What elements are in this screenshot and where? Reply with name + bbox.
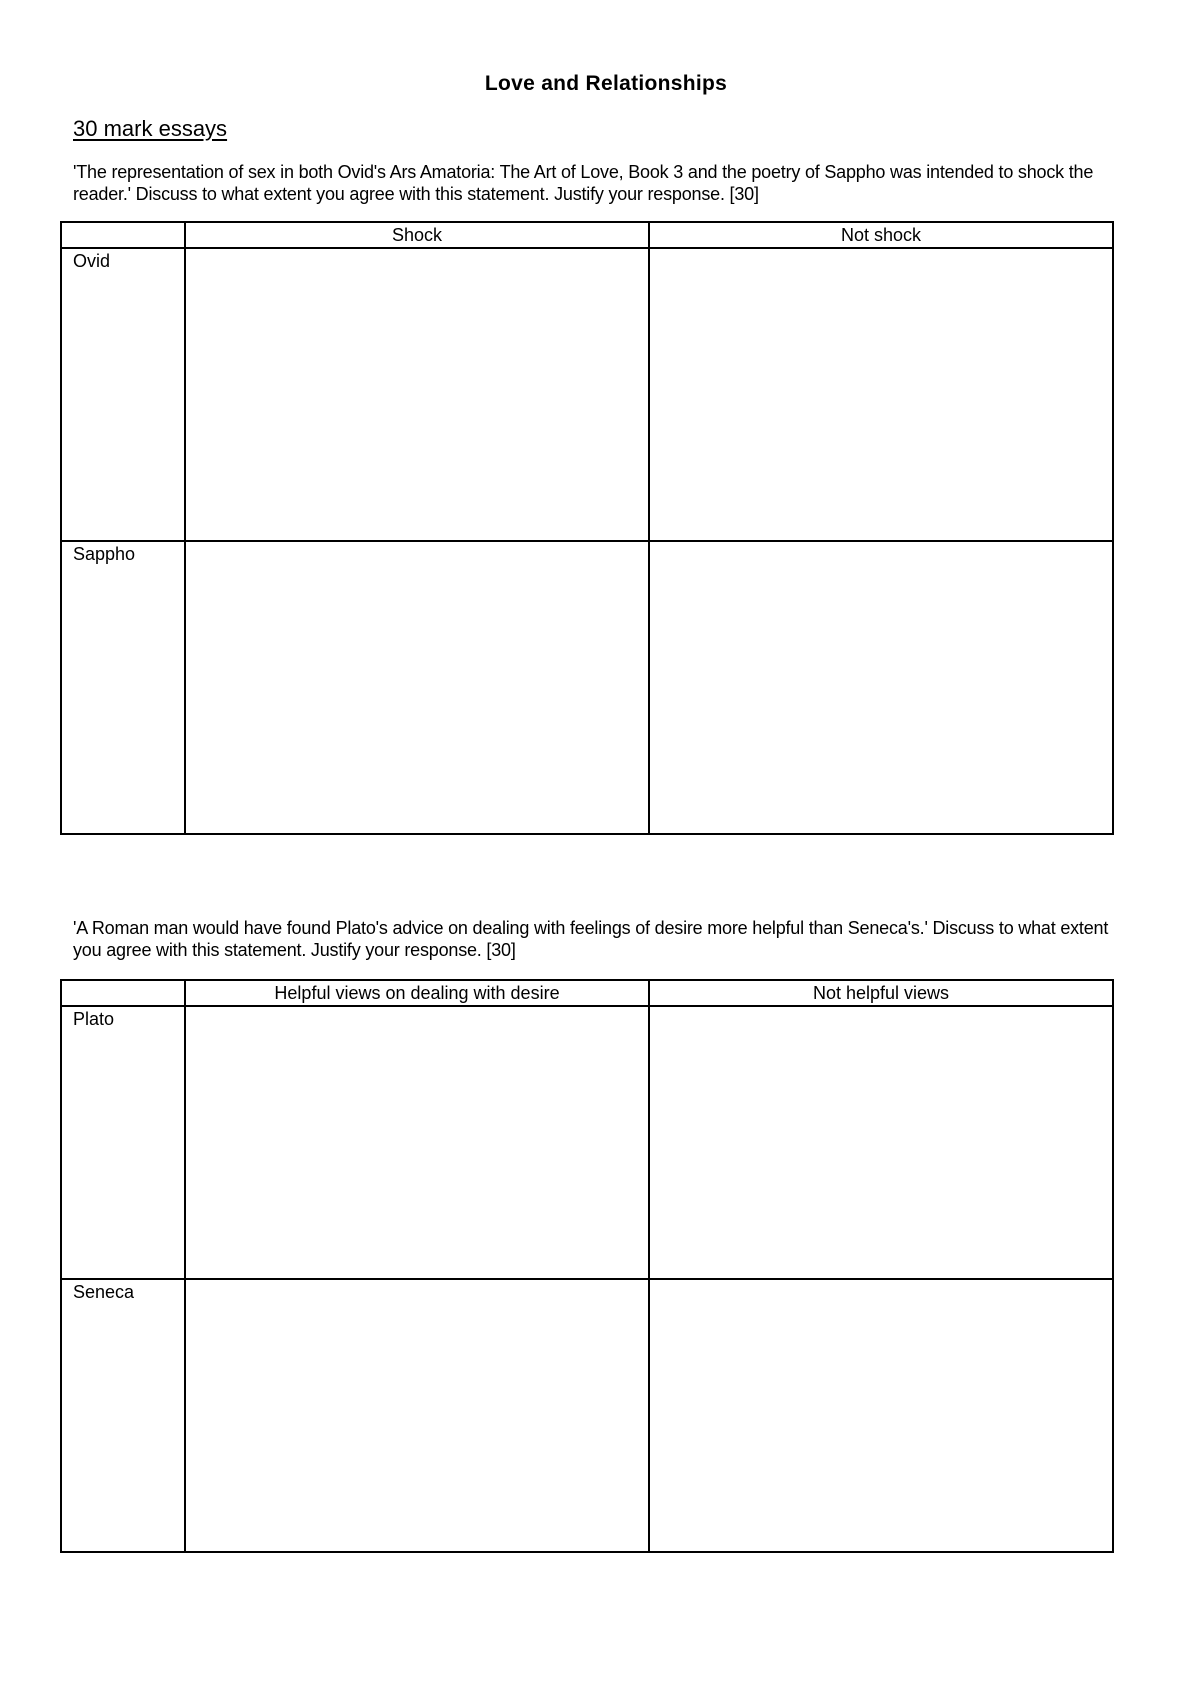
table-header-shock: Shock <box>185 222 649 248</box>
question-1-table <box>60 221 1114 835</box>
table-row-seneca <box>61 1279 1113 1552</box>
table-row-plato <box>61 1006 1113 1279</box>
answer-cell-sappho-shock[interactable] <box>185 541 649 834</box>
answer-cell-seneca-not-helpful[interactable] <box>649 1279 1113 1552</box>
table-header-corner <box>61 222 185 248</box>
row-label-seneca: Seneca <box>61 1279 185 1552</box>
answer-cell-ovid-not-shock[interactable] <box>649 248 1113 541</box>
row-label-sappho: Sappho <box>61 541 185 834</box>
question-1-prompt: 'The representation of sex in both Ovid's Ars Amatoria: The Art of Love, Book 3 and the poetry of Sappho was intended to shock the reader.' Discuss to what extent you agree with this statement. Justify your response. [30] <box>73 162 1094 204</box>
table-header-row <box>61 222 1113 248</box>
row-label-plato: Plato <box>61 1006 185 1279</box>
table-header-not-helpful-views: Not helpful views <box>649 980 1113 1006</box>
question-2-table <box>60 979 1114 1553</box>
answer-cell-ovid-shock[interactable] <box>185 248 649 541</box>
row-label-ovid: Ovid <box>61 248 185 541</box>
table-row-sappho <box>61 541 1113 834</box>
table-row-ovid <box>61 248 1113 541</box>
answer-cell-sappho-not-shock[interactable] <box>649 541 1113 834</box>
answer-cell-seneca-helpful[interactable] <box>185 1279 649 1552</box>
table-header-helpful-views: Helpful views on dealing with desire <box>185 980 649 1006</box>
table-header-corner <box>61 980 185 1006</box>
answer-cell-plato-helpful[interactable] <box>185 1006 649 1279</box>
table-header-row <box>61 980 1113 1006</box>
question-2-prompt: 'A Roman man would have found Plato's advice on dealing with feelings of desire more helpful than Seneca's.' Discuss to what extent you agree with this statement. Justify your response. [30] <box>73 918 1109 960</box>
answer-cell-plato-not-helpful[interactable] <box>649 1006 1113 1279</box>
page-title: Love and Relationships <box>484 72 728 95</box>
section-heading: 30 mark essays <box>73 116 228 141</box>
table-header-not-shock: Not shock <box>649 222 1113 248</box>
